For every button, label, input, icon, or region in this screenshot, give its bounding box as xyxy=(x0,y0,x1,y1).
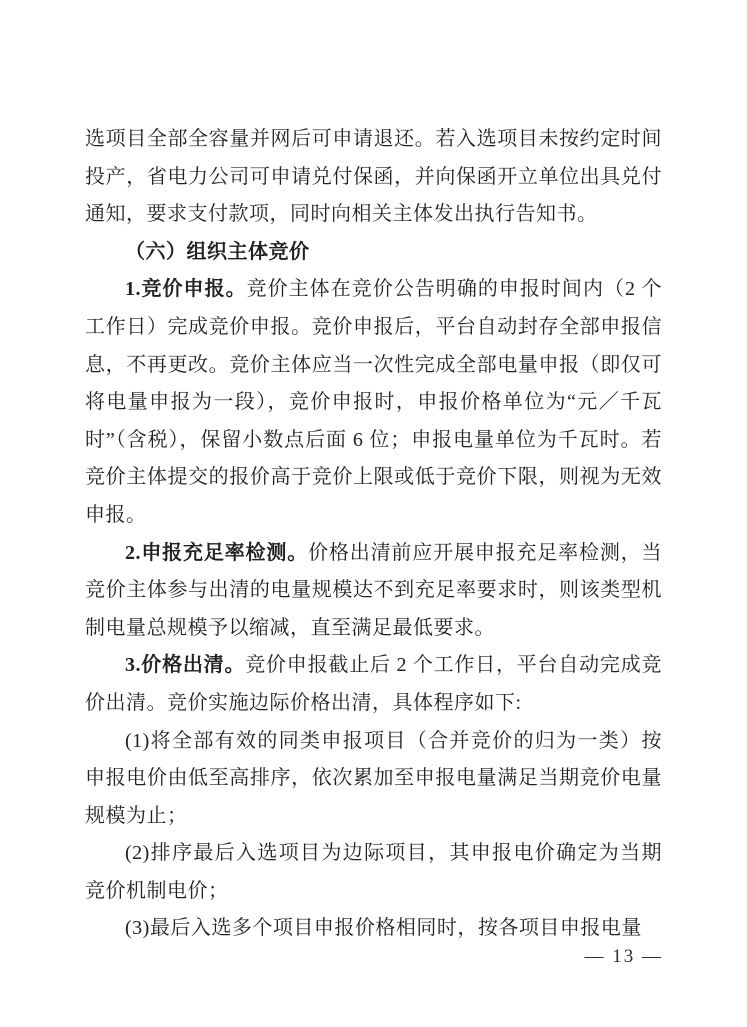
section-heading-organize-bidding: （六）组织主体竞价 xyxy=(125,240,310,263)
paragraph-clearing-step-2: (2)排序最后入选项目为边际项目，其申报电价确定为当期竞价机制电价； xyxy=(85,842,662,902)
paragraph-adequacy-check xyxy=(85,535,662,648)
paragraph-text-adequacy-check: 价格出清前应开展申报充足率检测，当竞价主体参与出清的电量规模达不到充足率要求时，则该类型机制电量总规模予以缩减，直至满足最低要求。 xyxy=(85,541,663,639)
paragraph-text-price-clearing: 竞价申报截止后 2 个工作日，平台自动完成竞价出清。竞价实施边际价格出清，具体程序如下: xyxy=(85,654,663,714)
paragraph-lead-adequacy-check: 2.申报充足率检测。 xyxy=(125,541,309,564)
document-body xyxy=(85,121,662,948)
paragraph-bid-declaration xyxy=(85,271,662,534)
paragraph-text-bid-declaration: 竞价主体在竞价公告明确的申报时间内（2 个工作日）完成竞价申报。竞价申报后，平台自动封存全部申报信息，不再更改。竞价主体应当一次性完成全部电量申报（即仅可将电量申报为一段），竞价申报时，申报价格单位为“元／千瓦时”（含税），保留小数点后面 6 位；申报电量单位为千瓦时。若竞价主体提交的报价高于竞价上限或低于竞价下限，则视为无效申报。 xyxy=(85,278,663,526)
paragraph-price-clearing xyxy=(85,647,662,722)
paragraph-lead-price-clearing: 3.价格出清。 xyxy=(125,654,246,677)
paragraph-lead-bid-declaration: 1.竞价申报。 xyxy=(125,278,247,301)
page-number: — 13 — xyxy=(584,946,663,967)
paragraph-clearing-step-1: (1)将全部有效的同类申报项目（合并竞价的归为一类）按申报电价由低至高排序，依次累加至申报电量满足当期竞价电量规模为止； xyxy=(85,729,662,827)
paragraph-clearing-step-3: (3)最后入选多个项目申报价格相同时，按各项目申报电量 xyxy=(125,917,642,940)
paragraph-guarantee-refund: 选项目全部全容量并网后可申请退还。若入选项目未按约定时间投产，省电力公司可申请兑付保函，并向保函开立单位出具兑付通知，要求支付款项，同时向相关主体发出执行告知书。 xyxy=(85,128,662,226)
